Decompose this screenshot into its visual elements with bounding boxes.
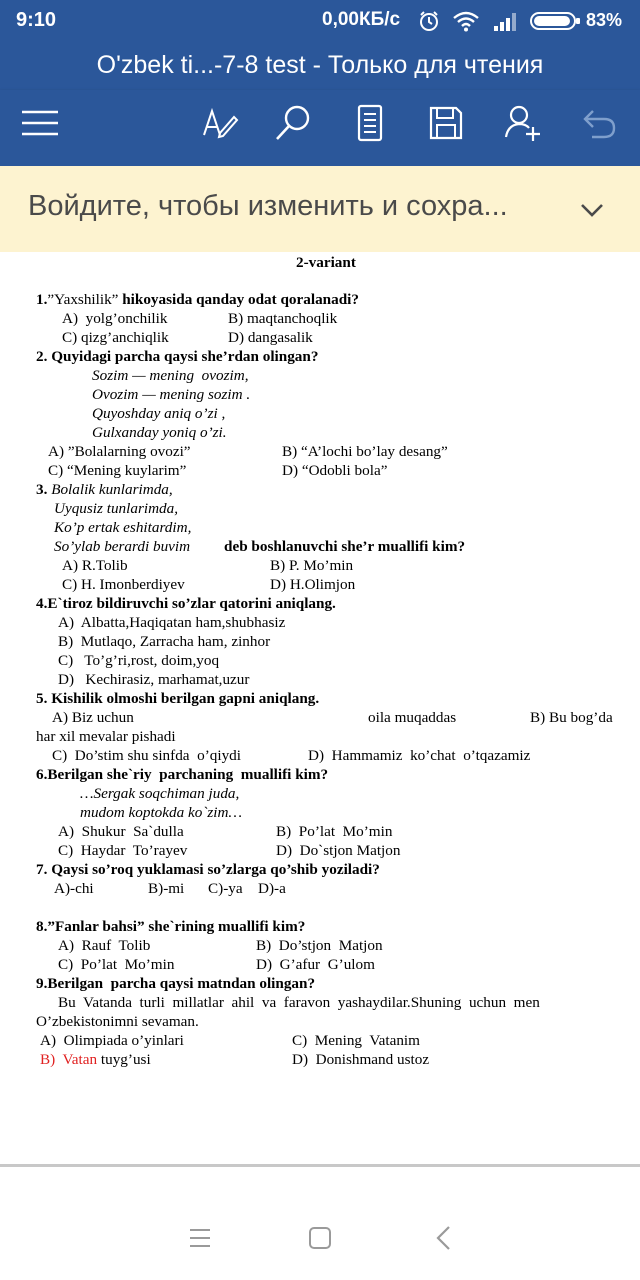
- q9-option-d: D) Donishmand ustoz: [292, 1051, 430, 1068]
- q6-option-c: C) Haydar To’rayev: [58, 842, 188, 859]
- title-bar: [0, 42, 640, 90]
- q5-option-a-part2: oila muqaddas: [368, 709, 457, 726]
- q1-option-c: C) qizg’anchiqlik: [62, 329, 169, 346]
- q3-poem-line: Ko’p ertak eshitardim,: [54, 519, 192, 536]
- q6-option-a: A) Shukur Sa`dulla: [58, 823, 184, 840]
- document-heading: 2-variant: [296, 254, 356, 271]
- document-title: O'zbek ti...-7-8 test - Только для чтения: [96, 51, 544, 79]
- page-divider: [0, 1164, 640, 1167]
- q2-poem-line: Ovozim — mening sozim .: [92, 386, 251, 403]
- q8-option-c: C) Po’lat Mo’min: [58, 956, 175, 973]
- home-icon: [308, 1226, 332, 1250]
- signal-icon: [492, 10, 520, 32]
- q5-option-d: D) Hammamiz ko’chat o’tqazamiz: [308, 747, 531, 764]
- question-9: 9.Berilgan parcha qaysi matndan olingan?: [36, 975, 316, 992]
- status-bar: [0, 0, 640, 42]
- q8-option-b: B) Do’stjon Matjon: [256, 937, 383, 954]
- q2-poem-line: Gulxanday yoniq o’zi.: [92, 424, 227, 441]
- question-1: 1.”Yaxshilik” hikoyasida qanday odat qoralanadi?: [36, 291, 359, 308]
- q6-option-b: B) Po’lat Mo’min: [276, 823, 393, 840]
- question-2: 2. Quyidagi parcha qaysi she’rdan olingan?: [36, 348, 319, 365]
- recents-button[interactable]: [176, 1214, 224, 1262]
- q3-option-b: B) P. Mo’min: [270, 557, 354, 574]
- navigation-bar: [0, 1196, 640, 1280]
- q2-option-c: C) “Mening kuylarim”: [48, 462, 187, 479]
- q3-option-a: A) R.Tolib: [62, 557, 128, 574]
- q9-option-c: C) Mening Vatanim: [292, 1032, 420, 1049]
- back-button[interactable]: [420, 1214, 468, 1262]
- q7-option-a: A)-chi: [54, 880, 94, 897]
- reading-view-icon: [355, 103, 385, 143]
- signin-banner[interactable]: [0, 166, 640, 253]
- q1-option-b: B) maqtanchoqlik: [228, 310, 338, 327]
- q9-option-a: A) Olimpiada o’yinlari: [40, 1032, 184, 1049]
- q2-option-d: D) “Odobli bola”: [282, 462, 388, 479]
- q9-passage-line: Bu Vatanda turli millatlar ahil va faravon yashaydilar.Shuning uchun men: [58, 994, 540, 1011]
- q3-poem-line: So’ylab berardi buvim: [54, 538, 191, 555]
- share-person-icon: [502, 103, 542, 143]
- q9-passage-line: O’zbekistonimni sevaman.: [36, 1013, 199, 1030]
- q7-option-c: C)-ya: [208, 880, 243, 897]
- q6-poem-line: mudom koptokda ko`zim…: [80, 804, 242, 821]
- edit-button[interactable]: [190, 90, 250, 156]
- q7-option-d: D)-a: [258, 880, 286, 897]
- q2-poem-line: Sozim — mening ovozim,: [92, 367, 249, 384]
- menu-button[interactable]: [10, 90, 70, 156]
- q8-option-a: A) Rauf Tolib: [58, 937, 151, 954]
- signin-message: Войдите, чтобы изменить и сохра...: [28, 190, 508, 222]
- battery-icon: [530, 11, 582, 31]
- save-icon: [428, 105, 464, 141]
- search-button[interactable]: [263, 90, 323, 156]
- q3-poem-line: Uyqusiz tunlarimda,: [54, 500, 179, 517]
- reading-view-button[interactable]: [340, 90, 400, 156]
- q1-option-d: D) dangasalik: [228, 329, 313, 346]
- question-8: 8.”Fanlar bahsi” she`rining muallifi kim?: [36, 918, 306, 935]
- question-6: 6.Berilgan she`riy parchaning muallifi kim?: [36, 766, 329, 783]
- document-page[interactable]: [0, 252, 640, 1166]
- q2-option-b: B) “A’lochi bo’lay desang”: [282, 443, 448, 460]
- chevron-down-icon[interactable]: [576, 194, 608, 226]
- q4-option-c: C) To’g’ri,rost, doim,yoq: [58, 652, 220, 669]
- recents-icon: [188, 1227, 212, 1249]
- status-time: 9:10: [16, 9, 57, 31]
- search-icon: [273, 103, 313, 143]
- wifi-icon: [452, 10, 480, 32]
- q5-option-a-part1: A) Biz uchun: [52, 709, 134, 726]
- q3-option-c: C) H. Imonberdiyev: [62, 576, 185, 593]
- q4-option-b: B) Mutlaqo, Zarracha ham, zinhor: [58, 633, 271, 650]
- q3-question-text: deb boshlanuvchi she’r muallifi kim?: [224, 538, 466, 555]
- question-3: 3. Bolalik kunlarimda,: [36, 481, 173, 498]
- q8-option-d: D) G’afur G’ulom: [256, 956, 375, 973]
- alarm-icon: [418, 10, 440, 32]
- q7-option-b: B)-mi: [148, 880, 185, 897]
- q3-option-d: D) H.Olimjon: [270, 576, 356, 593]
- network-speed: 0,00КБ/с: [322, 9, 401, 30]
- q4-option-a: A) Albatta,Haqiqatan ham,shubhasiz: [58, 614, 286, 631]
- q5-option-c: C) Do’stim shu sinfda o’qiydi: [52, 747, 241, 764]
- q6-option-d: D) Do`stjon Matjon: [276, 842, 401, 859]
- back-icon: [434, 1225, 454, 1251]
- share-button[interactable]: [492, 90, 552, 156]
- menu-icon: [20, 109, 60, 137]
- edit-pen-icon: [200, 103, 240, 143]
- home-button[interactable]: [296, 1214, 344, 1262]
- q5-option-b-part1: B) Bu bog’da: [530, 709, 613, 726]
- question-7: 7. Qaysi so’roq yuklamasi so’zlarga qo’shib yoziladi?: [36, 861, 380, 878]
- save-button[interactable]: [416, 90, 476, 156]
- q6-poem-line: …Sergak soqchiman juda,: [80, 785, 240, 802]
- q5-option-b-part2: har xil mevalar pishadi: [36, 728, 176, 745]
- battery-percent: 83%: [586, 10, 623, 30]
- question-5: 5. Kishilik olmoshi berilgan gapni aniqlang.: [36, 690, 320, 707]
- q2-option-a: A) ”Bolalarning ovozi”: [48, 443, 191, 460]
- undo-icon: [578, 105, 618, 141]
- q1-option-a: A) yolg’onchilik: [62, 310, 168, 327]
- toolbar: [0, 90, 640, 166]
- question-4: 4.E`tiroz bildiruvchi so’zlar qatorini aniqlang.: [36, 595, 336, 612]
- q2-poem-line: Quyoshday aniq o’zi ,: [92, 405, 226, 422]
- q9-option-b: B) Vatan tuyg’usi: [40, 1051, 151, 1068]
- q4-option-d: D) Kechirasiz, marhamat,uzur: [58, 671, 250, 688]
- undo-button[interactable]: [568, 90, 628, 156]
